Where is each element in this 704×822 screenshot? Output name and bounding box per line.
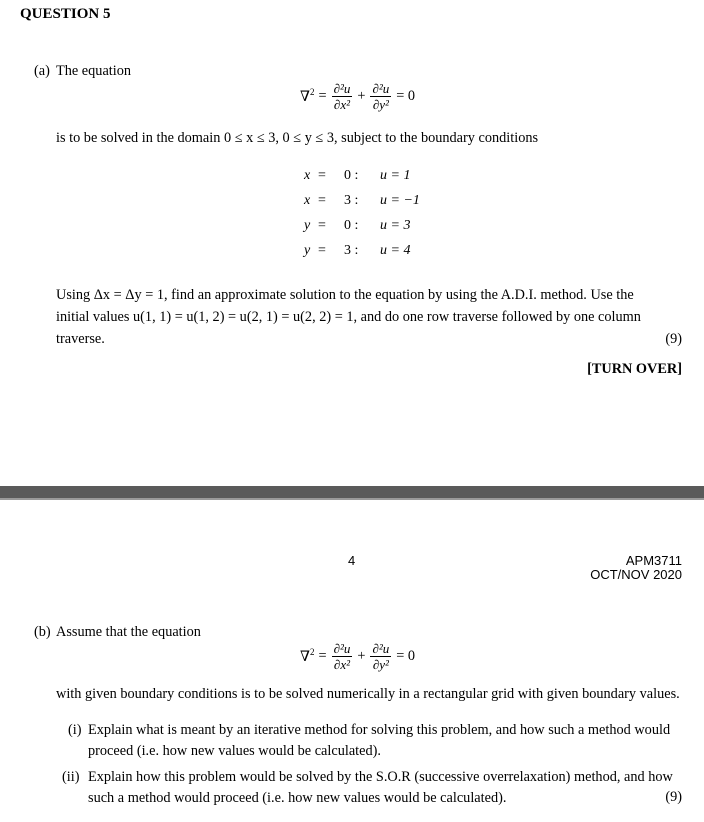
boundary-conditions (304, 168, 450, 259)
part-b-label: (b) (34, 624, 51, 640)
item-ii (62, 767, 682, 806)
item-ii-text: Explain how this problem would be solved by the S.O.R (successive overrelaxation) method, and how such a method would proceed (i.e. how new values would be calculated). (88, 769, 673, 806)
question-title: QUESTION 5 (20, 6, 111, 22)
item-i (68, 720, 682, 759)
d2u-dy2: $\frac{\text{∂²u}}{\text{∂y²}}$ (372, 641, 390, 672)
bc-var: x (304, 193, 311, 208)
bc-var: x (304, 168, 311, 183)
bc-eq: = (318, 243, 326, 258)
exam-date: OCT/NOV 2020 (590, 567, 682, 582)
d2u-dx2: $\frac{\text{∂²u}}{\text{∂x²}}$ (333, 641, 351, 672)
bc-cond: u = 3 (380, 218, 411, 233)
bc-val: 0 : (344, 218, 359, 233)
part-b-intro: Assume that the equation (56, 624, 201, 640)
page-separator (0, 486, 704, 498)
turn-over: [TURN OVER] (587, 361, 682, 377)
bc-eq: = (318, 193, 326, 208)
adi-text-line2: initial values u(1, 1) = u(1, 2) = u(2, 1) = u(2, 2) = 1, and do one row traverse followed by one column (56, 309, 641, 325)
d2u-dy2: $\frac{\text{∂²u}}{\text{∂y²}}$ (372, 81, 390, 112)
bc-cond: u = 4 (380, 243, 411, 258)
laplace-equation-b: ∇$^2$ = $\frac{\text{∂²u}}{\text{∂x²}}$ + $\frac{\text{∂²u}}{\text{∂y²}}$ = 0 (300, 641, 416, 672)
d2u-dx2: $\frac{\text{∂²u}}{\text{∂x²}}$ (333, 81, 351, 112)
marks-b: (9) (665, 789, 682, 805)
item-i-label: (i) (68, 722, 82, 738)
page-number: 4 (348, 553, 356, 568)
nabla-symbol: ∇$^2$ (300, 87, 315, 105)
bc-cond: u = −1 (380, 193, 420, 208)
adi-text-line1: Using Δx = Δy = 1, find an approximate solution to the equation by using the A.D.I. method. Use the (56, 287, 634, 303)
adi-text-line3: traverse. (56, 331, 105, 347)
part-a-label: (a) (34, 63, 50, 79)
laplace-equation-a: ∇$^2$ = $\frac{\text{∂²u}}{\text{∂x²}}$ + $\frac{\text{∂²u}}{\text{∂y²}}$ = 0 (300, 81, 416, 112)
domain-text: is to be solved in the domain 0 ≤ x ≤ 3, 0 ≤ y ≤ 3, subject to the boundary conditions (56, 130, 539, 146)
part-a-intro: The equation (56, 63, 132, 79)
course-code: APM3711 (625, 553, 682, 568)
bc-cond: u = 1 (380, 168, 411, 183)
bc-val: 3 : (344, 193, 359, 208)
item-i-text: Explain what is meant by an iterative method for solving this problem, and how such a method would proceed (i.e. how new values would be calculated). (88, 722, 671, 759)
bc-var: y (304, 218, 311, 233)
nabla-symbol: ∇$^2$ (300, 647, 315, 665)
bc-var: y (304, 243, 311, 258)
item-ii-label: (ii) (62, 769, 80, 785)
bc-eq: = (318, 168, 326, 183)
marks-a: (9) (665, 331, 682, 347)
boundary-text: with given boundary conditions is to be solved numerically in a rectangular grid with given boundary values. (56, 686, 680, 702)
bc-eq: = (318, 218, 326, 233)
bc-val: 0 : (344, 168, 359, 183)
bc-val: 3 : (344, 243, 359, 258)
